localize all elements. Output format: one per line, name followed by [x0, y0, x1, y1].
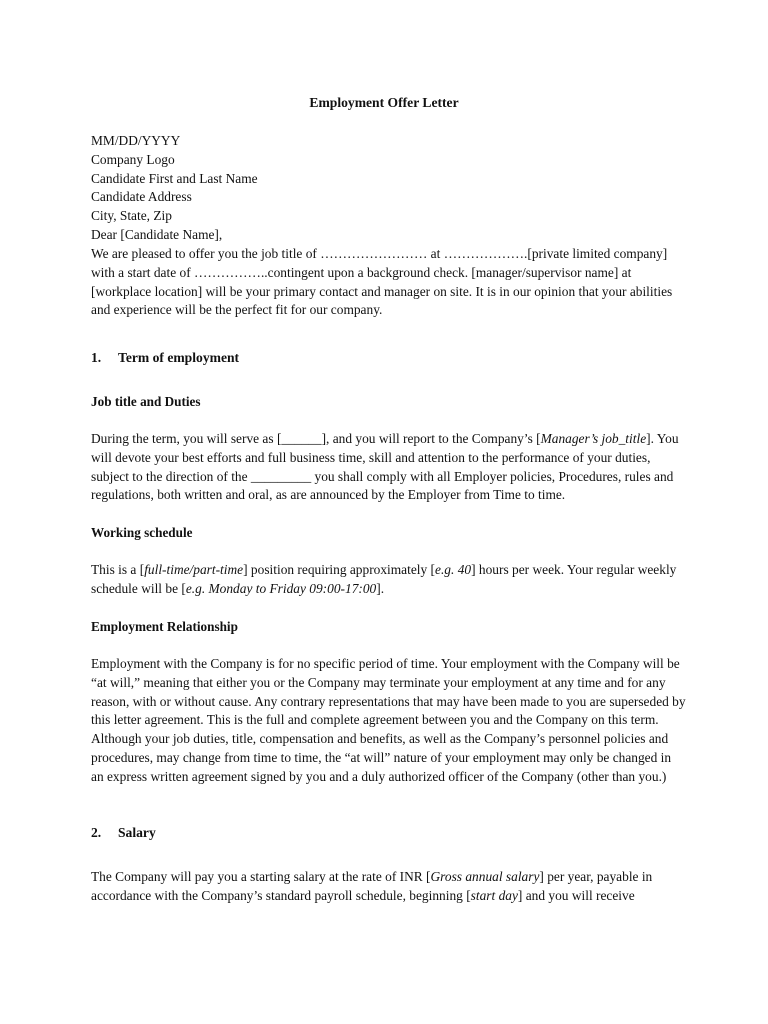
ws-italic-d: e.g. 40	[435, 562, 472, 577]
subheading-working-schedule: Working schedule	[91, 525, 193, 540]
duties-italic: Manager’s job_title	[540, 431, 647, 446]
section-title: Salary	[118, 825, 156, 840]
intro-paragraph: We are pleased to offer you the job title of …………………… at ……………….[private limited company] with a start date of ……………..contingent upon a background check. [manager/supervisor name] at [workplace location] will be your primary contact and manager on site. It is in our opinion that your abilities and experience will be the perfect fit for our company.	[91, 246, 673, 318]
relationship-paragraph: Employment with the Company is for no specific period of time. Your employment with the Company will be “at will,” meaning that either you or the Company may terminate your employment at any time and for any reason, with or without cause. Any contrary representations that may have been made to you are superseded by this letter agreement. This is the full and complete agreement between you and the Company on this term. Although your job duties, title, compensation and benefits, as well as the Company’s personnel policies and procedures, may change from time to time, the “at will” nature of your employment may only be changed in an express written agreement signed by you and a duly authorized officer of the Company (other than you.)	[91, 656, 686, 784]
salary-text-c: ] per year, payable in accordance with the Company’s standard payroll schedule, beginning [	[91, 869, 653, 903]
duties-paragraph	[91, 430, 686, 505]
duties-text-rest: ]. You will devote your best efforts and full business time, skill and attention to the performance of your duties, subject to the direction of the _________ you shall comply with all Employer policies, Procedures, rules and regulations, both written and oral, as are announced by the Employer from Time to time.	[91, 431, 679, 503]
salary-text-a: The Company will pay you a starting salary at the rate of INR [	[91, 869, 431, 884]
ws-italic-b: full-time/part-time	[144, 562, 244, 577]
company-logo-placeholder: Company Logo	[91, 151, 175, 167]
salary-italic-d: start day	[470, 887, 518, 903]
section-title: Term of employment	[118, 350, 240, 365]
salutation: Dear [Candidate Name],	[91, 226, 223, 242]
salary-italic-b: Gross annual salary	[430, 869, 540, 884]
subheading-job-title: Job title and Duties	[91, 394, 201, 409]
section-number: 2.	[91, 825, 102, 840]
subheading-employment-relationship: Employment Relationship	[91, 619, 238, 634]
ws-text-a: This is a [	[91, 562, 145, 577]
section-number: 1.	[91, 350, 102, 365]
section-heading-salary	[91, 824, 156, 843]
date-placeholder: MM/DD/YYYY	[91, 133, 181, 148]
candidate-name: Candidate First and Last Name	[91, 170, 258, 186]
letter-header	[91, 132, 691, 245]
duties-text: During the term, you will serve as [______], and you will report to the Company’s [	[91, 431, 541, 446]
section-heading-term	[91, 349, 239, 368]
working-schedule-paragraph	[91, 561, 686, 599]
salary-text-e: ] and you will receive	[517, 887, 635, 903]
candidate-address: Candidate Address	[91, 189, 192, 205]
document-title: Employment Offer Letter	[309, 95, 459, 110]
ws-text-e: ] hours per week. Your regular weekly schedule will be [	[91, 562, 677, 596]
salary-paragraph	[91, 868, 686, 906]
ws-italic-f: e.g. Monday to Friday 09:00-17:00	[185, 580, 377, 596]
ws-text-g: ].	[376, 580, 385, 596]
city-state-zip: City, State, Zip	[91, 208, 172, 224]
ws-text-c: ] position requiring approximately [	[243, 562, 436, 577]
